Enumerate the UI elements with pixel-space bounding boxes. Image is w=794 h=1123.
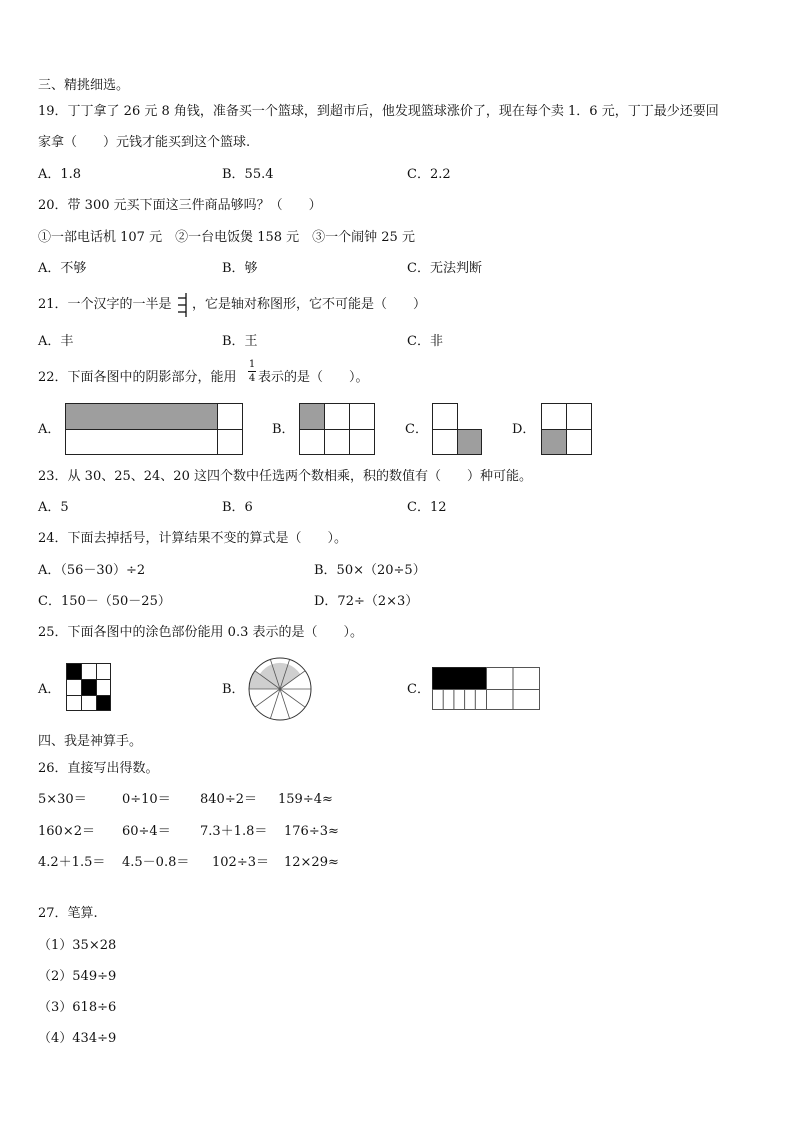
q26-item: 12×29≈ [284,855,339,870]
q26-item: 5×30＝ [38,792,87,807]
q22-b-cell [349,429,375,455]
half-character-figure [176,292,190,318]
q27-item: （3）618÷6 [38,1000,117,1015]
q22-figure-a [65,403,243,455]
q22-fraction-bar [248,371,256,372]
q26-item: 4.2＋1.5＝ [38,855,106,870]
q22-figure-c [432,403,482,455]
q26-item: 102÷3＝ [212,855,269,870]
q19-option-c: C．2.2 [407,167,451,182]
q25-a-cell-shaded [66,663,82,680]
q22-c-cell [432,403,458,430]
q22-b-cell [349,403,375,430]
q20-option-c: C．无法判断 [407,261,482,276]
q19-stem-line2: 家拿（ ）元钱才能买到这个篮球. [38,135,251,150]
q24-option-b: B．50×（20÷5） [314,563,426,578]
q26-item: 7.3＋1.8＝ [200,824,268,839]
q25-a-cell [66,679,82,696]
q22-fraction-denominator: 4 [248,373,256,384]
q26-item: 4.5－0.8＝ [122,855,190,870]
section3-title: 三、精挑细选。 [38,78,130,93]
q22-d-cell [566,429,592,455]
section4-title: 四、我是神算手。 [38,734,143,749]
q25-figure-c-bar [432,667,540,710]
q25-figure-b-circle [248,657,312,721]
q25-a-cell [81,695,97,711]
q26-item: 176÷3≈ [284,824,339,839]
q24-stem: 24．下面去掉括号，计算结果不变的算式是（ ）。 [38,531,348,546]
q25-a-cell [96,663,111,680]
q26-item: 159÷4≈ [278,792,333,807]
q22-b-cell [299,429,325,455]
q19-option-a: A．1.8 [38,167,82,182]
q22-a-cell [217,429,243,455]
q22-figure-d [541,403,592,455]
q22-b-cell-shaded [299,403,325,430]
q23-option-a: A．5 [38,500,69,515]
q20-items: ①一部电话机 107 元 ②一台电饭煲 158 元 ③一个闹钟 25 元 [38,230,415,245]
q22-c-cell [432,429,458,455]
q21-option-b: B．王 [222,334,258,349]
q25-a-cell-shaded [96,695,111,711]
q26-item: 840÷2＝ [200,792,257,807]
q22-option-a: A． [38,422,61,437]
q22-d-cell [566,403,592,430]
q25-a-cell [66,695,82,711]
q27-item: （2）549÷9 [38,969,117,984]
q22-fraction-numerator: 1 [248,359,256,370]
q21-option-a: A．丰 [38,334,74,349]
q22-d-cell-shaded [541,429,567,455]
q23-stem: 23．从 30、25、24、20 这四个数中任选两个数相乘，积的数值有（ ）种可能。 [38,469,532,484]
q25-option-a: A． [38,682,61,697]
q21-stem-post: ，它是轴对称图形，它不可能是（ ） [192,297,427,312]
q22-stem-post: 表示的是（ ）。 [258,370,369,385]
q22-b-cell [324,429,350,455]
q24-option-c: C．150－（50－25） [38,594,171,609]
q22-d-cell [541,403,567,430]
q23-option-b: B．6 [222,500,253,515]
q22-a-cell-shaded [65,403,218,430]
q25-option-c: C． [407,682,430,697]
q25-stem: 25．下面各图中的涂色部份能用 0.3 表示的是（ ）。 [38,625,363,640]
q25-a-cell-shaded [81,679,97,696]
q25-option-b: B． [222,682,245,697]
q24-option-d: D．72÷（2×3） [314,594,419,609]
q22-option-c: C． [405,422,428,437]
q22-a-cell [217,403,243,430]
q19-stem-line1: 19．丁丁拿了 26 元 8 角钱，准备买一个篮球，到超市后，他发现篮球涨价了，现在每个卖 1．6 元，丁丁最少还要回 [38,104,719,119]
q22-c-cell-shaded [457,429,482,455]
q24-option-a: A．（56－30）÷2 [38,563,146,578]
q22-option-b: B． [272,422,295,437]
q27-item: （1）35×28 [38,938,117,953]
q25-a-cell [81,663,97,680]
q25-a-cell [96,679,111,696]
q26-stem: 26．直接写出得数。 [38,761,159,776]
q26-item: 0÷10＝ [122,792,171,807]
q22-stem-pre: 22．下面各图中的阴影部分，能用 [38,370,237,385]
q22-b-cell [324,403,350,430]
q20-option-b: B．够 [222,261,258,276]
q26-item: 160×2＝ [38,824,95,839]
q21-stem-pre: 21．一个汉字的一半是 [38,297,172,312]
q25-figure-a [66,663,111,711]
q20-stem: 20．带 300 元买下面这三件商品够吗？（ ） [38,198,322,213]
q20-option-a: A．不够 [38,261,87,276]
q21-option-c: C．非 [407,334,443,349]
q19-option-b: B．55.4 [222,167,274,182]
q22-figure-b [299,403,375,455]
q23-option-c: C．12 [407,500,447,515]
q26-item: 60÷4＝ [122,824,171,839]
q22-a-cell [65,429,218,455]
q22-option-d: D． [512,422,536,437]
q27-item: （4）434÷9 [38,1031,117,1046]
q27-stem: 27．笔算. [38,906,98,921]
